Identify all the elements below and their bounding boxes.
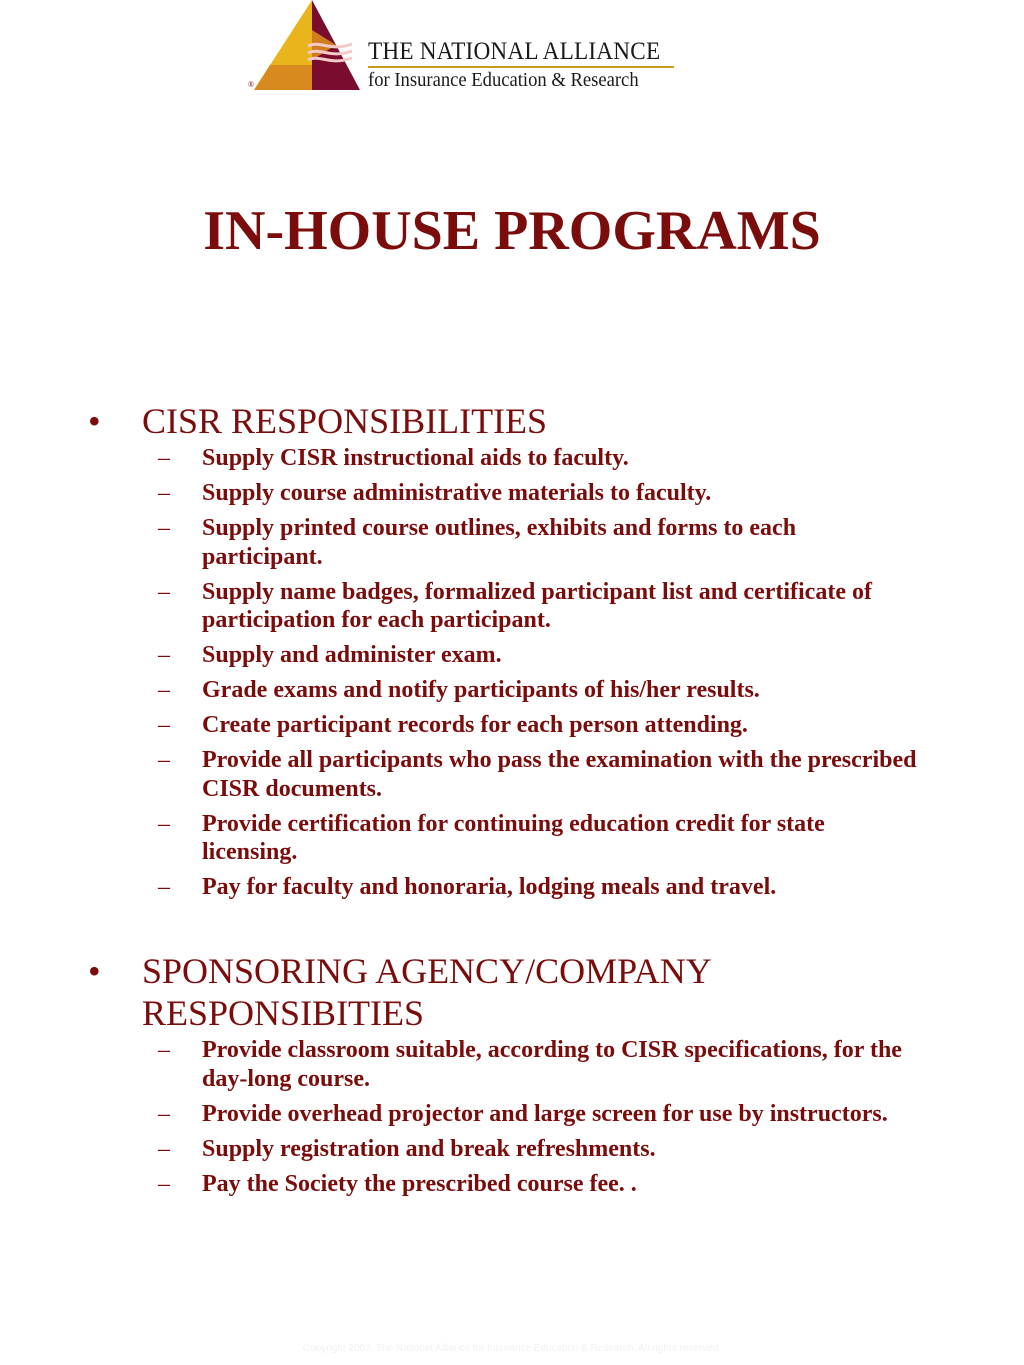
list-item: [0, 1135, 1024, 1164]
list-item-text: Supply CISR instructional aids to faculty.: [202, 445, 629, 471]
section-heading: [0, 400, 1024, 442]
triangle-logo-icon: [248, 0, 363, 92]
dash: –: [158, 747, 170, 773]
dash: –: [158, 515, 170, 541]
dash: –: [158, 445, 170, 471]
list-item-text: Supply and administer exam.: [202, 642, 502, 668]
dash: –: [158, 642, 170, 668]
list-item-text: Provide classroom suitable, according to CISR specifications, for the day-long course.: [202, 1037, 902, 1092]
list-item-text: Supply registration and break refreshments.: [202, 1135, 656, 1162]
list-item: [0, 479, 1024, 508]
list-item-text: Grade exams and notify participants of his/her results.: [202, 677, 760, 703]
bullet: •: [88, 401, 101, 441]
responsibility-list: [0, 444, 1024, 902]
section-heading: [0, 950, 1024, 1034]
list-item: [0, 444, 1024, 473]
dash: –: [158, 480, 170, 506]
dash: –: [158, 677, 170, 703]
section-heading-text: SPONSORING AGENCY/COMPANY RESPONSIBITIES: [142, 951, 711, 1033]
dash: –: [158, 1135, 170, 1162]
logo-title: THE NATIONAL ALLIANCE: [368, 38, 661, 65]
list-item: [0, 1036, 1024, 1093]
registered-mark: ®: [248, 80, 255, 89]
list-item-text: Pay for faculty and honoraria, lodging meals and travel.: [202, 874, 777, 900]
list-item: [0, 676, 1024, 705]
page-title: IN-HOUSE PROGRAMS: [203, 200, 821, 262]
dash: –: [158, 810, 170, 837]
list-item-text: Pay the Society the prescribed course fee. .: [202, 1170, 637, 1197]
dash: –: [158, 874, 170, 900]
dash: –: [158, 1170, 170, 1197]
dash: –: [158, 1100, 170, 1127]
list-item: [0, 641, 1024, 670]
dash: –: [158, 1037, 170, 1063]
list-item: [0, 746, 1024, 803]
list-item-text: Provide overhead projector and large screen for use by instructors.: [202, 1100, 888, 1127]
section-sponsoring: [0, 950, 1024, 1205]
list-item: [0, 810, 1024, 867]
bullet: •: [88, 951, 101, 991]
section-cisr: [0, 400, 1024, 908]
section-heading-text: CISR RESPONSIBILITIES: [142, 401, 548, 441]
list-item: [0, 873, 1024, 902]
list-item-text: Provide certification for continuing education credit for state licensing.: [202, 810, 825, 865]
logo: [248, 0, 688, 96]
list-item: [0, 578, 1024, 635]
list-item-text: Create participant records for each person attending.: [202, 712, 748, 738]
copyright-footer: Copyright 2002, The National Alliance for Insurance Education & Research. All rights reserved.: [302, 1343, 722, 1354]
dash: –: [158, 712, 170, 738]
responsibility-list: [0, 1036, 1024, 1198]
list-item-text: Supply name badges, formalized participant list and certificate of participation for each participant.: [202, 578, 872, 633]
list-item: [0, 711, 1024, 740]
list-item: [0, 1170, 1024, 1199]
logo-subtitle: for Insurance Education & Research: [368, 69, 639, 91]
list-item: [0, 514, 1024, 571]
list-item-text: Provide all participants who pass the examination with the prescribed CISR documents.: [202, 747, 917, 802]
logo-divider: [368, 66, 674, 68]
list-item: [0, 1100, 1024, 1129]
list-item-text: Supply course administrative materials to faculty.: [202, 480, 712, 506]
list-item-text: Supply printed course outlines, exhibits and forms to each participant.: [202, 515, 797, 570]
dash: –: [158, 578, 170, 605]
